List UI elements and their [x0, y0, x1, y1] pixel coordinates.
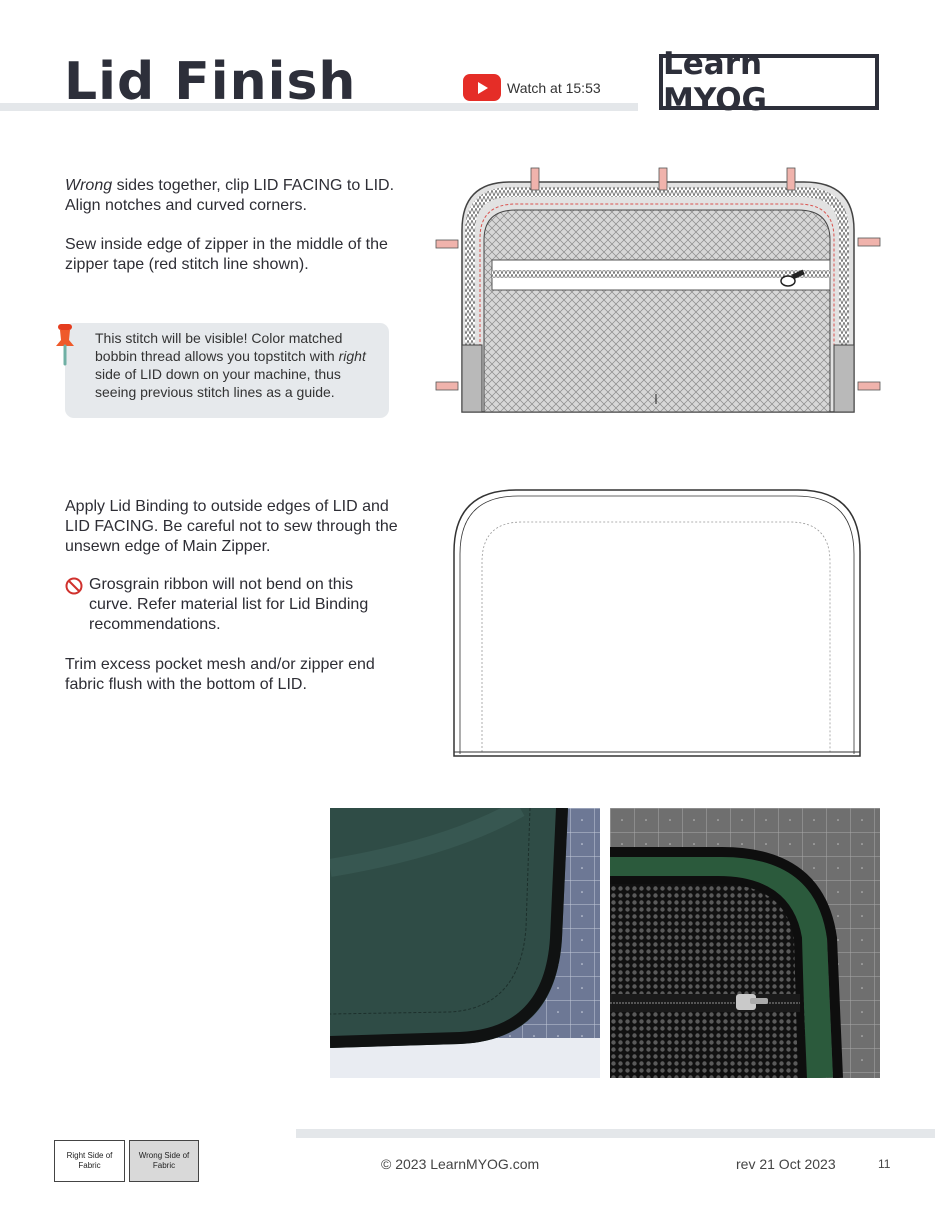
youtube-icon — [463, 74, 501, 101]
lid-facing-diagram — [432, 160, 882, 422]
legend-wrong-side: Wrong Side of Fabric — [129, 1140, 199, 1182]
learn-myog-logo: Learn MYOG — [659, 54, 879, 110]
lid-binding-diagram — [448, 486, 866, 762]
copyright-text: © 2023 LearnMYOG.com — [381, 1156, 540, 1172]
page-number: 11 — [878, 1157, 891, 1171]
binding-photo-outside — [330, 808, 600, 1078]
tip-note: This stitch will be visible! Color matched bobbin thread allows you topstitch with right side of LID down on your machine, thus seeing previous stitch lines as a guide. — [65, 323, 389, 418]
no-entry-icon — [65, 577, 83, 595]
step1-clip-text: Wrong sides together, clip LID FACING to LID. Align notches and curved corners. — [65, 177, 395, 214]
watch-video-link[interactable] — [463, 74, 601, 101]
step2-binding-text: Apply Lid Binding to outside edges of LID and LID FACING. Be careful not to sew through the unsewn edge of Main Zipper. — [65, 498, 398, 555]
warning-text: Grosgrain ribbon will not bend on this curve. Refer material list for Lid Binding recommendations. — [89, 576, 369, 633]
watch-video-label: Watch at 15:53 — [507, 79, 601, 96]
warning-note — [65, 575, 395, 635]
pushpin-icon — [54, 322, 76, 366]
step2-trim-text: Trim excess pocket mesh and/or zipper end fabric flush with the bottom of LID. — [65, 656, 375, 693]
revision-date: rev 21 Oct 2023 — [736, 1156, 836, 1172]
legend-right-side: Right Side of Fabric — [54, 1140, 125, 1182]
binding-photo-inside — [610, 808, 880, 1078]
footer-bar — [296, 1129, 935, 1138]
step1-sew-text: Sew inside edge of zipper in the middle of the zipper tape (red stitch line shown). — [65, 236, 388, 273]
page-title: Lid Finish — [64, 52, 357, 112]
